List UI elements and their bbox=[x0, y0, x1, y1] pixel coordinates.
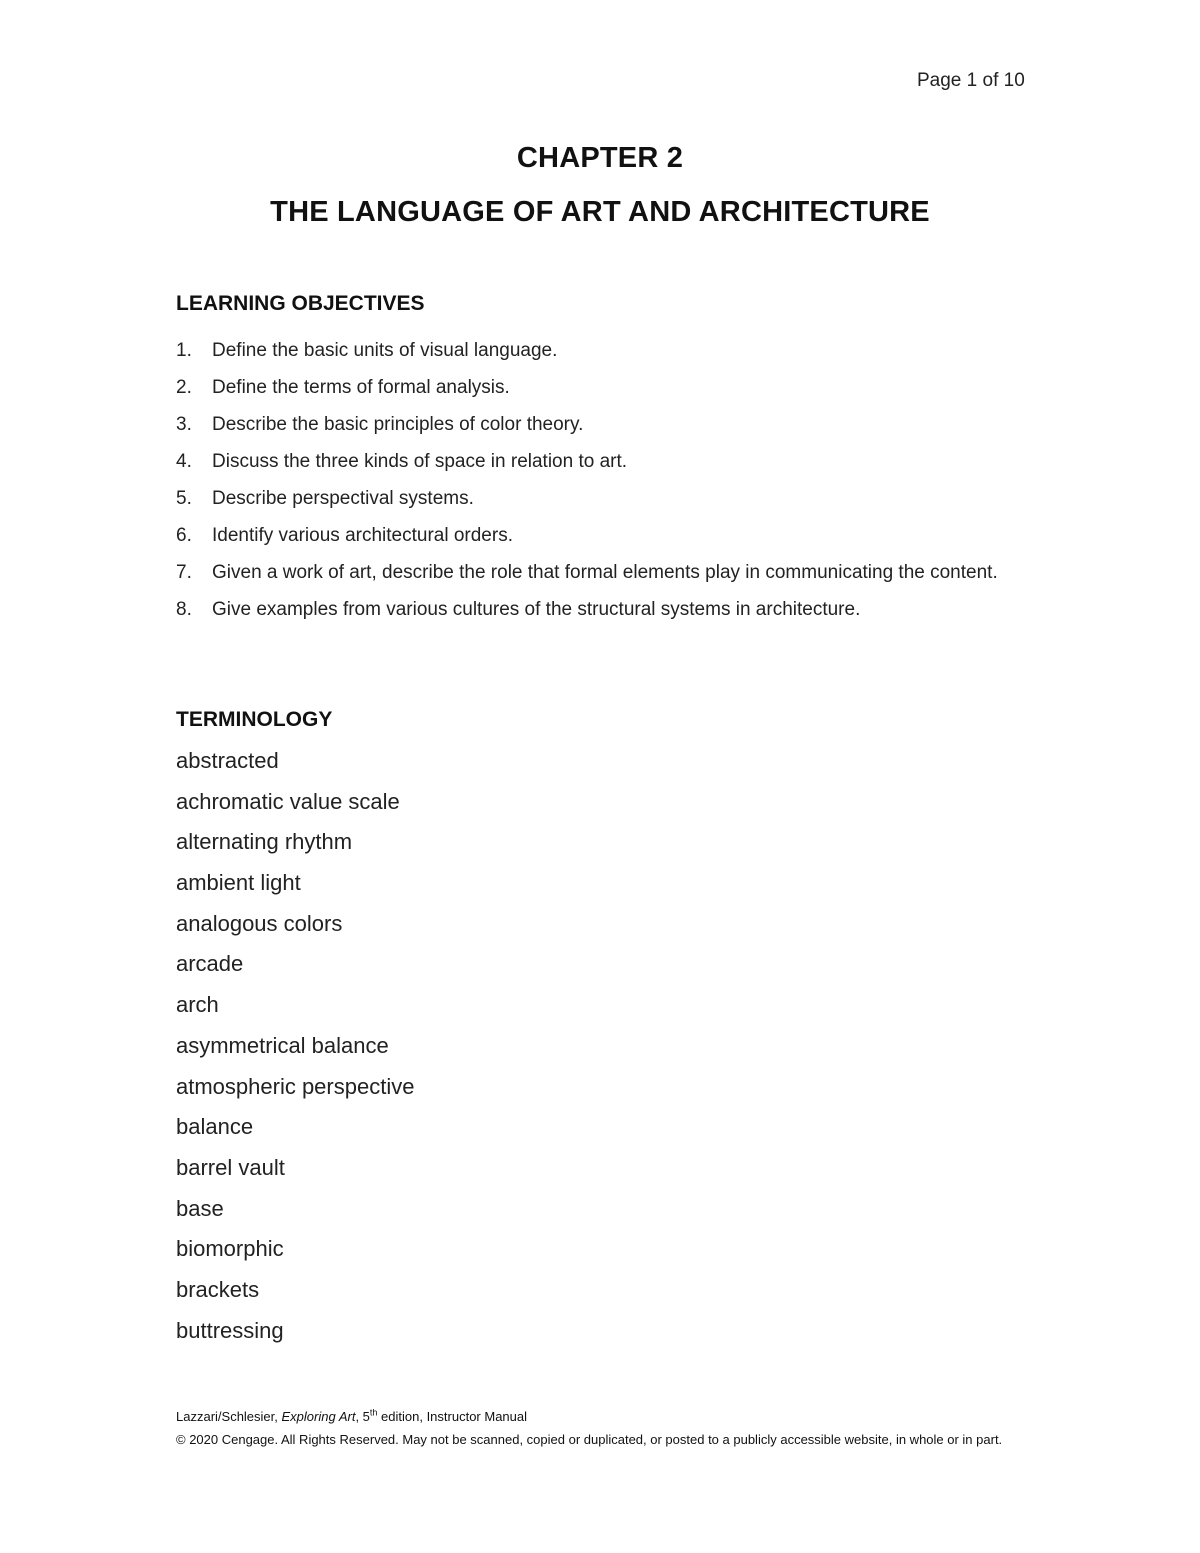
term-item: arch bbox=[176, 992, 219, 1018]
footer-edition-suffix: th bbox=[369, 1407, 378, 1418]
objective-number: 1. bbox=[176, 340, 192, 361]
term-item: asymmetrical balance bbox=[176, 1032, 389, 1058]
objectives-list bbox=[176, 332, 1016, 628]
term-item: buttressing bbox=[176, 1317, 284, 1343]
term-item: barrel vault bbox=[176, 1154, 285, 1180]
term-item: brackets bbox=[176, 1276, 260, 1302]
footer-edition-number: , 5 bbox=[355, 1409, 370, 1424]
objective-number: 7. bbox=[176, 562, 192, 583]
objective-number: 6. bbox=[176, 525, 192, 546]
footer-book-title: Exploring Art bbox=[281, 1409, 356, 1424]
objective-text: Given a work of art, describe the role that formal elements play in communicating the content. bbox=[212, 562, 998, 583]
objective-text: Describe the basic principles of color theory. bbox=[212, 414, 584, 435]
chapter-number: CHAPTER 2 bbox=[516, 142, 684, 174]
term-item: alternating rhythm bbox=[176, 829, 353, 855]
page-footer bbox=[176, 1405, 1026, 1451]
objective-number: 3. bbox=[176, 414, 192, 435]
objective-number: 4. bbox=[176, 451, 192, 472]
term-item: achromatic value scale bbox=[176, 788, 400, 814]
terminology-heading: TERMINOLOGY bbox=[176, 708, 333, 731]
objective-number: 2. bbox=[176, 377, 192, 398]
footer-edition-rest: edition, Instructor Manual bbox=[377, 1409, 527, 1424]
objective-item bbox=[176, 591, 1016, 628]
objective-item bbox=[176, 332, 1016, 369]
chapter-title: THE LANGUAGE OF ART AND ARCHITECTURE bbox=[270, 196, 930, 228]
footer-authors: Lazzari/Schlesier, bbox=[176, 1409, 282, 1424]
footer-citation bbox=[176, 1405, 1026, 1428]
objective-text: Give examples from various cultures of the structural systems in architecture. bbox=[212, 599, 861, 620]
terminology-list bbox=[176, 745, 414, 1355]
objective-number: 8. bbox=[176, 599, 192, 620]
objective-item bbox=[176, 406, 1016, 443]
objective-item bbox=[176, 517, 1016, 554]
term-item: analogous colors bbox=[176, 910, 343, 936]
term-item: biomorphic bbox=[176, 1236, 284, 1262]
objective-item bbox=[176, 554, 1016, 591]
term-item: abstracted bbox=[176, 748, 279, 773]
objective-text: Identify various architectural orders. bbox=[212, 525, 513, 546]
term-item: arcade bbox=[176, 951, 244, 977]
objective-text: Describe perspectival systems. bbox=[212, 488, 474, 509]
term-item: balance bbox=[176, 1114, 254, 1140]
term-item: atmospheric perspective bbox=[176, 1073, 415, 1099]
footer-copyright: © 2020 Cengage. All Rights Reserved. May not be scanned, copied or duplicated, or posted to a publicly accessible website, in whole or in part. bbox=[176, 1432, 1003, 1447]
term-item: ambient light bbox=[176, 870, 301, 896]
objective-text: Discuss the three kinds of space in relation to art. bbox=[212, 451, 628, 472]
objective-item bbox=[176, 369, 1016, 406]
page-number: Page 1 of 10 bbox=[917, 70, 1025, 91]
objective-text: Define the terms of formal analysis. bbox=[212, 377, 510, 398]
objective-text: Define the basic units of visual language. bbox=[212, 340, 558, 361]
objective-number: 5. bbox=[176, 488, 192, 509]
learning-objectives-heading: LEARNING OBJECTIVES bbox=[176, 292, 425, 315]
term-item: base bbox=[176, 1195, 224, 1221]
objective-item bbox=[176, 443, 1016, 480]
objective-item bbox=[176, 480, 1016, 517]
